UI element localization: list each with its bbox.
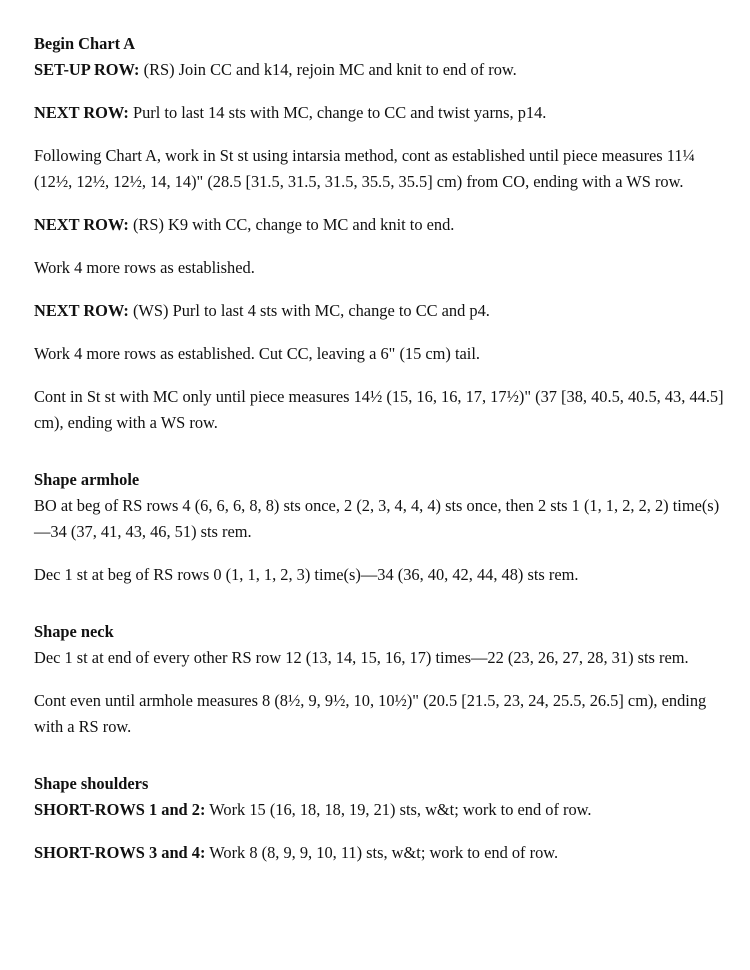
pattern-page (34, 31, 724, 883)
armhole-dec-paragraph: Dec 1 st at beg of RS rows 0 (1, 1, 1, 2, 3) time(s)—34 (36, 40, 42, 44, 48) sts rem. (34, 565, 579, 584)
next-row-2-text: (RS) K9 with CC, change to MC and knit to end. (128, 215, 455, 234)
next-row-2-label: NEXT ROW: (34, 215, 129, 234)
neck-block (34, 619, 724, 671)
short-rows-3-4-label: SHORT-ROWS 3 and 4: (34, 843, 206, 862)
next-row-2 (34, 212, 724, 238)
setup-row-label: SET-UP ROW: (34, 60, 140, 79)
following-chart-paragraph: Following Chart A, work in St st using intarsia method, cont as established until piece measures 11¼ (12½, 12½, 12½, 14, 14)" (28.5 [31.5, 31.5, 31.5, 35.5, 35.5] cm) from CO, ending with a WS row. (34, 146, 695, 191)
short-rows-3-4-text: Work 8 (8, 9, 9, 10, 11) sts, w&t; work to end of row. (205, 843, 559, 862)
armhole-bo-text: BO at beg of RS rows 4 (6, 6, 6, 8, 8) sts once, 2 (2, 3, 4, 4, 4) sts once, then 2 sts 1 (1, 1, 2, 2, 2) time(s)—34 (37, 41, 43, 46, 51) sts rem. (34, 496, 720, 541)
next-row-3-text: (WS) Purl to last 4 sts with MC, change to CC and p4. (128, 301, 490, 320)
next-row-3-label: NEXT ROW: (34, 301, 129, 320)
short-rows-3-4 (34, 840, 724, 866)
short-rows-1-2-label: SHORT-ROWS 1 and 2: (34, 800, 206, 819)
chart-a-heading: Begin Chart A (34, 34, 136, 53)
shoulders-block (34, 771, 724, 823)
short-rows-1-2-text: Work 15 (16, 18, 18, 19, 21) sts, w&t; work to end of row. (205, 800, 592, 819)
work-more-rows-1: Work 4 more rows as established. (34, 258, 255, 277)
shoulders-heading: Shape shoulders (34, 774, 149, 793)
work-more-rows-2: Work 4 more rows as established. Cut CC, leaving a 6" (15 cm) tail. (34, 344, 481, 363)
neck-heading: Shape neck (34, 622, 114, 641)
cont-st-st-paragraph: Cont in St st with MC only until piece measures 14½ (15, 16, 16, 17, 17½)" (37 [38, 40.5, 40.5, 43, 44.5] cm), ending with a WS row. (34, 387, 724, 432)
chart-a-block (34, 31, 724, 83)
next-row-1-text: Purl to last 14 sts with MC, change to CC and twist yarns, p14. (128, 103, 547, 122)
next-row-1-label: NEXT ROW: (34, 103, 129, 122)
setup-row-text: (RS) Join CC and k14, rejoin MC and knit to end of row. (139, 60, 517, 79)
next-row-3 (34, 298, 724, 324)
next-row-1 (34, 100, 724, 126)
armhole-heading: Shape armhole (34, 470, 140, 489)
armhole-block (34, 467, 724, 545)
neck-dec-text: Dec 1 st at end of every other RS row 12 (13, 14, 15, 16, 17) times—22 (23, 26, 27, 28, 31) sts rem. (34, 648, 689, 667)
neck-cont-paragraph: Cont even until armhole measures 8 (8½, 9, 9½, 10, 10½)" (20.5 [21.5, 23, 24, 25.5, 26.5] cm), ending with a RS row. (34, 691, 707, 736)
